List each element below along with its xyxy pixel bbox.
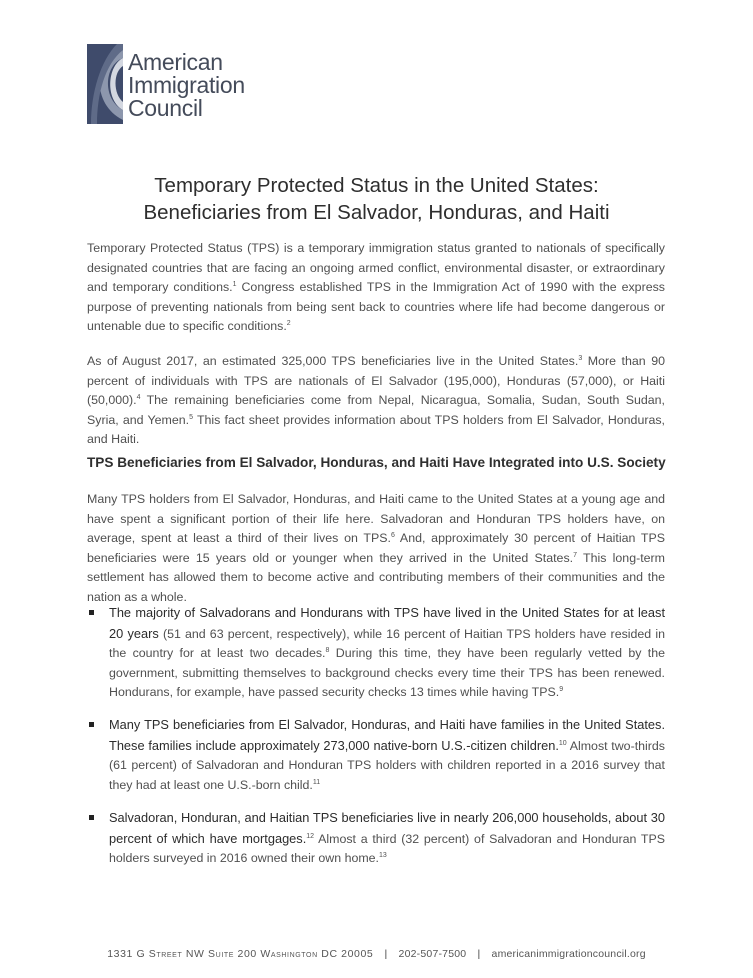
section-heading: TPS Beneficiaries from El Salvador, Honduras, and Haiti Have Integrated into U.S. Society	[87, 455, 666, 470]
organization-logo	[87, 44, 287, 128]
bullet-text: During this time, they have been regularly vetted by the government, submitting themselves to background checks every time their TPS has been renewed. Hondurans, for example, have passed security checks 13 times while having TPS.	[109, 646, 665, 700]
page-footer	[0, 948, 753, 960]
footer-address: 1331 G Street NW Suite 200 Washington DC 20005	[107, 948, 374, 960]
logo-wordmark	[128, 51, 245, 120]
integration-text-2: And, approximately 30 percent of Haitian TPS beneficiaries were 15 years old or younger when they arrived in the United States.	[87, 531, 665, 565]
intro-paragraph	[87, 239, 665, 337]
bullet-lead: Salvadoran, Honduran, and Haitian TPS beneficiaries live in nearly 206,000 households, about 30 percent of which have mortgages.	[109, 810, 665, 846]
bullet-text: Almost two-thirds (61 percent) of Salvadoran and Honduran TPS holders with children reported in a 2016 survey that they had at least one U.S.-born child.	[109, 738, 665, 792]
list-item	[87, 808, 665, 869]
title-line-2: Beneficiaries from El Salvador, Honduras, and Haiti	[143, 201, 610, 224]
logo-line-3: Council	[128, 95, 203, 121]
footnote-ref-7[interactable]: 7	[573, 551, 577, 559]
bullet-text: Almost a third (32 percent) of Salvadoran and Honduran TPS holders surveyed in 2016 owned their own home.	[109, 831, 666, 866]
footer-separator: |	[384, 948, 388, 960]
footnote-ref-12[interactable]: 12	[306, 832, 315, 840]
intro-text-1: Temporary Protected Status (TPS) is a temporary immigration status granted to nationals of specifically designated countries that are facing an ongoing armed conflict, environmental disaster, or extraordinary and temporary conditions.	[87, 241, 665, 295]
footer-website-link[interactable]: americanimmigrationcouncil.org	[491, 948, 646, 960]
footnote-ref-6[interactable]: 6	[390, 532, 395, 540]
footnote-ref-5[interactable]: 5	[189, 413, 193, 421]
logo-mark-icon	[87, 44, 123, 124]
footnote-ref-11[interactable]: 11	[312, 778, 321, 786]
bullet-icon	[89, 722, 94, 727]
logo-line-1: American	[128, 49, 223, 75]
bullet-lead: Many TPS beneficiaries from El Salvador, Honduras, and Haiti have families in the United States. These families include approximately 273,000 native-born U.S.-citizen children.	[109, 717, 665, 753]
stats-text-4: This fact sheet provides information about TPS holders from El Salvador, Honduras, and Haiti.	[87, 412, 665, 447]
bullet-icon	[89, 610, 94, 615]
stats-text-2: More than 90 percent of individuals with TPS are nationals of El Salvador (195,000), Honduras (57,000), or Haiti (50,000).	[87, 354, 665, 408]
integration-text-1: Many TPS holders from El Salvador, Honduras, and Haiti came to the United States at a young age and have spent a significant portion of their life here. Salvadoran and Honduran TPS holders have, on average, spent at least a third of their lives on TPS.	[87, 492, 665, 546]
footer-separator: |	[477, 948, 481, 960]
footnote-ref-3[interactable]: 3	[578, 354, 583, 362]
logo-line-2: Immigration	[128, 72, 245, 98]
bullet-lead: The majority of Salvadorans and Hondurans with TPS have lived in the United States for at least 20 years	[109, 605, 665, 641]
footnote-ref-2[interactable]: 2	[286, 320, 291, 328]
footnote-ref-4[interactable]: 4	[136, 394, 141, 402]
title-line-1: Temporary Protected Status in the United States:	[154, 174, 599, 197]
statistics-paragraph	[87, 352, 665, 450]
stats-text-3: The remaining beneficiaries come from Nepal, Nicaragua, Somalia, Sudan, South Sudan, Syria, and Yemen.	[87, 393, 665, 427]
list-item	[87, 603, 665, 703]
footnote-ref-8[interactable]: 8	[325, 647, 330, 655]
footnote-ref-1[interactable]: 1	[232, 281, 237, 289]
list-item	[87, 715, 665, 795]
footer-phone: 202-507-7500	[398, 948, 467, 960]
bullet-text: (51 and 63 percent, respectively), while 16 percent of Haitian TPS holders have resided in the country for at least two decades.	[109, 626, 665, 661]
footnote-ref-9[interactable]: 9	[559, 686, 564, 694]
footnote-ref-13[interactable]: 13	[379, 852, 387, 860]
integration-text-3: This long-term settlement has allowed them to become active and contributing members of their communities and the nation as a whole.	[87, 550, 665, 604]
document-title	[60, 172, 693, 226]
integration-paragraph	[87, 490, 665, 608]
footnote-ref-10[interactable]: 10	[558, 739, 567, 747]
intro-text-2: Congress established TPS in the Immigration Act of 1990 with the express purpose of preventing nationals from being sent back to countries where life had become dangerous or untenable due to specific conditions.	[87, 280, 665, 334]
stats-text-1: As of August 2017, an estimated 325,000 TPS beneficiaries live in the United States.	[87, 354, 579, 368]
bullet-icon	[89, 815, 94, 820]
